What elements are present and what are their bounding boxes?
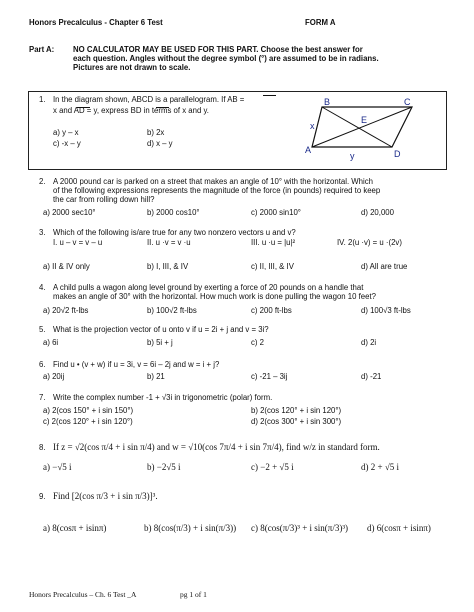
q6-option-c[interactable]: c) -21 – 3ij xyxy=(251,372,288,381)
q7-option-c[interactable]: c) 2(cos 120° + i sin 120°) xyxy=(43,417,133,426)
vertex-c-label: C xyxy=(404,97,411,107)
q1-option-c[interactable]: c) -x – y xyxy=(53,139,81,148)
question-8-line-1: If z = √2(cos π/4 + i sin π/4) and w = √10(cos 7π/4 + i sin 7π/4), find w/z in standard form. xyxy=(53,442,380,452)
q8-option-d[interactable]: d) 2 + √5 i xyxy=(361,462,400,472)
q4-option-d[interactable]: d) 100√3 ft-lbs xyxy=(361,306,411,315)
q2-option-c[interactable]: c) 2000 sin10° xyxy=(251,208,301,217)
point-e-label: E xyxy=(361,115,368,125)
q1-option-b[interactable]: b) 2x xyxy=(147,128,165,137)
question-number: 7. xyxy=(39,393,46,402)
q9-option-a[interactable]: a) 8(cosπ + isinπ) xyxy=(43,523,107,533)
q5-option-c[interactable]: c) 2 xyxy=(251,338,264,347)
question-6-line-1: Find u • (v + w) if u = 3i, v = 6i – 2j and w = i + j? xyxy=(53,360,220,369)
question-2-text xyxy=(53,177,453,205)
question-1-text xyxy=(53,95,244,115)
question-number: 4. xyxy=(39,283,46,292)
q3-statement-iii: III. u ·u = |u|² xyxy=(251,238,296,247)
vertex-a-label: A xyxy=(305,145,312,155)
q9-option-c[interactable]: c) 8(cos(π/3)³ + i sin(π/3)³) xyxy=(251,523,349,533)
side-x-label: x xyxy=(310,121,315,131)
q3-option-d[interactable]: d) All are true xyxy=(361,262,408,271)
instructions-line-2: each question. Angles without the degree symbol (°) are assumed to be in radians. xyxy=(73,54,379,64)
question-number: 2. xyxy=(39,177,46,186)
question-number: 9. xyxy=(39,492,46,501)
test-title: Honors Precalculus - Chapter 6 Test xyxy=(29,18,163,27)
q3-statement-iv: IV. 2(u ·v) = u ·(2v) xyxy=(337,238,402,247)
instructions-line-3: Pictures are not drawn to scale. xyxy=(73,63,191,73)
footer-left: Honors Precalculus – Ch. 6 Test _A xyxy=(29,590,137,599)
question-2-line-2: of the following expressions represents the magnitude of the force (in pounds) required to keep xyxy=(53,186,381,196)
q6-option-a[interactable]: a) 20ij xyxy=(43,372,65,381)
vertex-d-label: D xyxy=(394,149,401,159)
footer-page: pg 1 of 1 xyxy=(180,590,207,599)
q3-statement-ii: II. u ·v = v ·u xyxy=(147,238,191,247)
question-2-line-1: A 2000 pound car is parked on a street that makes an angle of 10° with the horizontal. Which xyxy=(53,177,373,186)
question-number: 1. xyxy=(39,95,46,104)
q8-option-c[interactable]: c) −2 + √5 i xyxy=(251,462,294,472)
part-a-instructions xyxy=(73,45,453,73)
parallelogram-diagram xyxy=(300,95,440,165)
side-y-label: y xyxy=(350,151,355,161)
vector-overline xyxy=(263,95,276,96)
question-number: 3. xyxy=(39,228,46,237)
q5-option-b[interactable]: b) 5i + j xyxy=(147,338,173,347)
q3-statement-i: I. u – v = v – u xyxy=(53,238,103,247)
q7-option-b[interactable]: b) 2(cos 120° + i sin 120°) xyxy=(251,406,342,415)
vector-overline xyxy=(77,107,90,108)
q4-option-b[interactable]: b) 100√2 ft-lbs xyxy=(147,306,197,315)
question-4-line-2: makes an angle of 30° with the horizontal. How much work is done pulling the wagon 10 feet? xyxy=(53,292,376,302)
form-label: FORM A xyxy=(305,18,336,27)
question-9-line-1: Find [2(cos π/3 + i sin π/3)]³. xyxy=(53,491,158,501)
q2-option-d[interactable]: d) 20,000 xyxy=(361,208,394,217)
vertex-b-label: B xyxy=(324,97,331,107)
question-4-line-1: A child pulls a wagon along level ground by exerting a force of 20 pounds on a handle that xyxy=(53,283,364,292)
q8-option-a[interactable]: a) −√5 i xyxy=(43,462,72,472)
q2-option-a[interactable]: a) 2000 sec10° xyxy=(43,208,96,217)
question-number: 8. xyxy=(39,443,46,452)
q3-option-b[interactable]: b) I, III, & IV xyxy=(147,262,189,271)
q9-option-d[interactable]: d) 6(cosπ + isinπ) xyxy=(367,523,431,533)
q6-option-b[interactable]: b) 21 xyxy=(147,372,165,381)
question-1-line-2: x and AD = y, express BD in terms of x and y. xyxy=(53,106,209,116)
vector-overline xyxy=(156,107,169,108)
q6-option-d[interactable]: d) -21 xyxy=(361,372,382,381)
question-number: 5. xyxy=(39,325,46,334)
q2-option-b[interactable]: b) 2000 cos10° xyxy=(147,208,200,217)
question-number: 6. xyxy=(39,360,46,369)
diagonal-bd xyxy=(322,107,392,147)
question-3-line-1: Which of the following is/are true for any two nonzero vectors u and v? xyxy=(53,228,296,237)
q1-option-a[interactable]: a) y – x xyxy=(53,128,79,137)
question-7-line-1: Write the complex number -1 + √3i in trigonometric (polar) form. xyxy=(53,393,273,402)
q8-option-b[interactable]: b) −2√5 i xyxy=(147,462,181,472)
diagonal-ac xyxy=(312,107,412,147)
q3-option-c[interactable]: c) II, III, & IV xyxy=(251,262,294,271)
q5-option-a[interactable]: a) 6i xyxy=(43,338,59,347)
q7-option-d[interactable]: d) 2(cos 300° + i sin 300°) xyxy=(251,417,342,426)
part-a-label: Part A: xyxy=(29,45,55,54)
q7-option-a[interactable]: a) 2(cos 150° + i sin 150°) xyxy=(43,406,134,415)
q1-option-d[interactable]: d) x – y xyxy=(147,139,173,148)
instructions-line-1: NO CALCULATOR MAY BE USED FOR THIS PART. Choose the best answer for xyxy=(73,45,363,54)
q3-option-a[interactable]: a) II & IV only xyxy=(43,262,90,271)
q5-option-d[interactable]: d) 2i xyxy=(361,338,377,347)
q4-option-c[interactable]: c) 200 ft-lbs xyxy=(251,306,292,315)
question-5-line-1: What is the projection vector of u onto v if u = 2i + j and v = 3i? xyxy=(53,325,269,334)
q4-option-a[interactable]: a) 20√2 ft-lbs xyxy=(43,306,89,315)
question-2-line-3: the car from rolling down hill? xyxy=(53,195,155,205)
question-4-text xyxy=(53,283,453,301)
question-1-line-1: In the diagram shown, ABCD is a parallelogram. If AB = xyxy=(53,95,245,104)
q9-option-b[interactable]: b) 8(cos(π/3) + i sin(π/3)) xyxy=(144,523,237,533)
